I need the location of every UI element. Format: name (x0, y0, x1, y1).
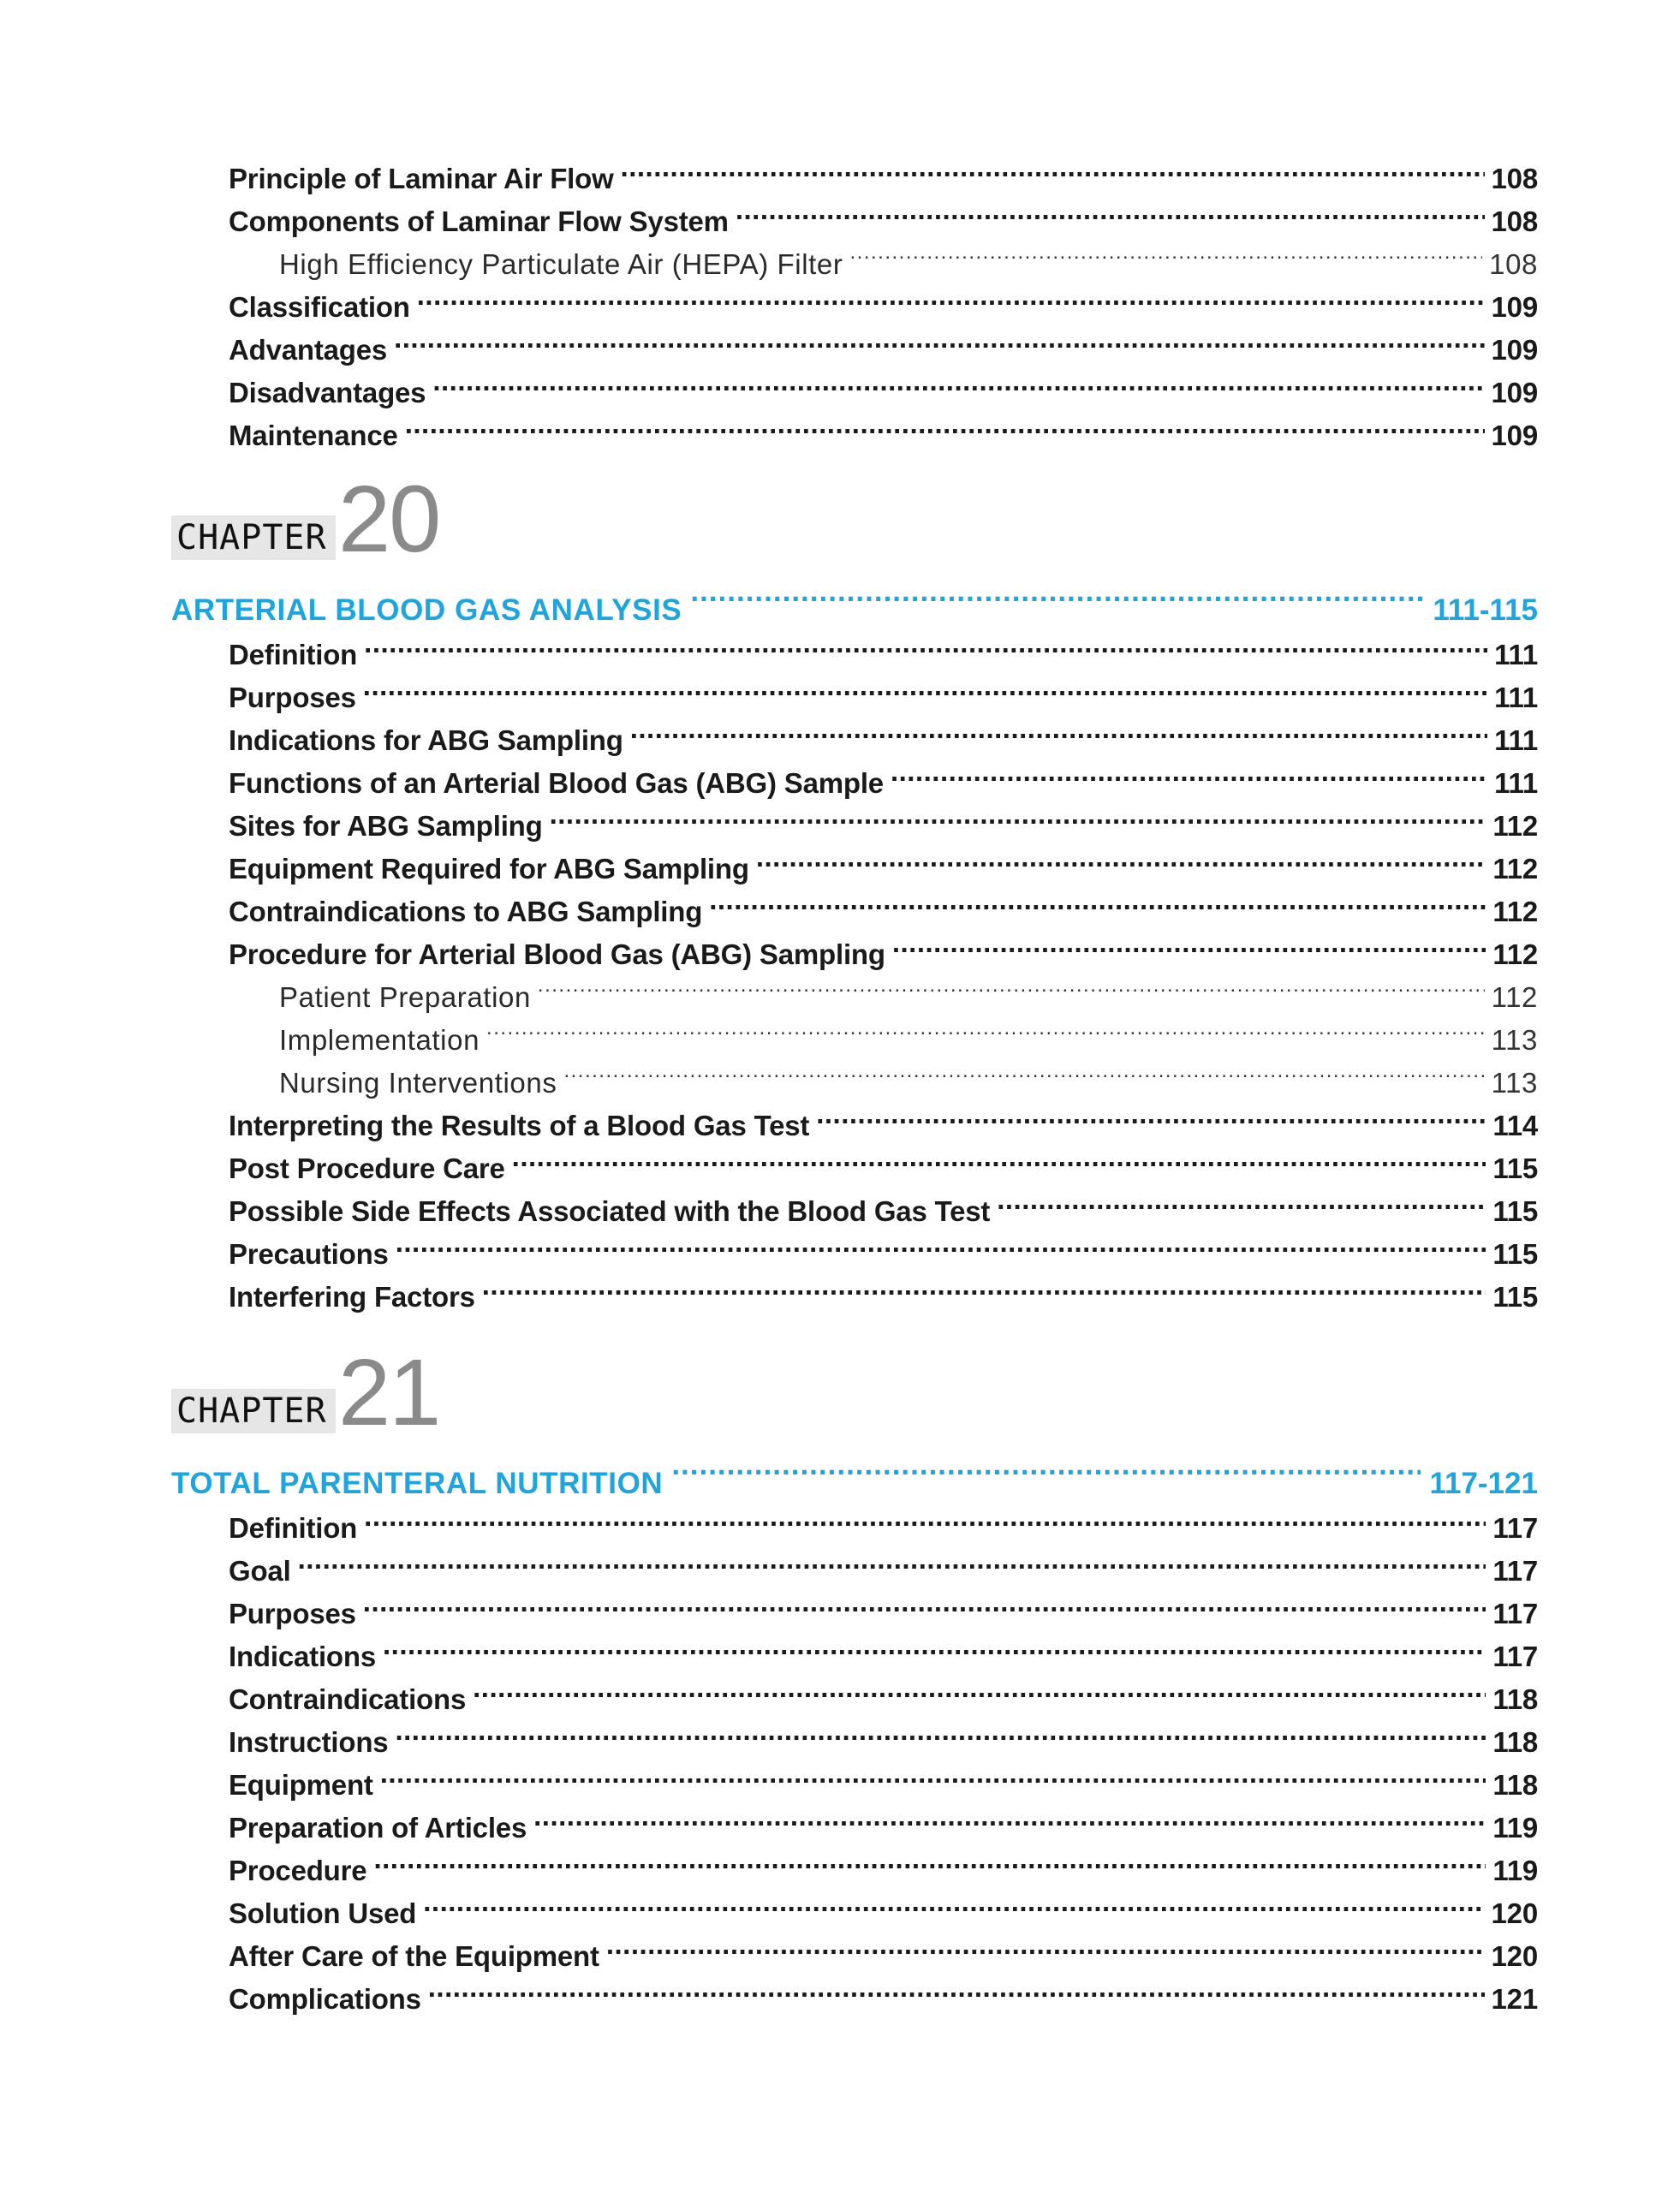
toc-page-number: 118 (1492, 1726, 1538, 1758)
dot-leader (395, 1709, 1486, 1752)
dot-leader (405, 402, 1485, 445)
dot-leader (512, 1135, 1486, 1178)
dot-leader (891, 750, 1487, 793)
dot-leader (383, 1623, 1486, 1666)
toc-entry-label: Equipment (229, 1769, 373, 1801)
toc-entry-label: Maintenance (229, 420, 398, 451)
toc-page-number: 108 (1491, 163, 1538, 194)
chapter-title: TOTAL PARENTERAL NUTRITION (171, 1467, 664, 1500)
dot-leader (630, 707, 1487, 750)
toc-entry[interactable] (171, 1221, 1538, 1270)
toc-entry-label: Purposes (229, 1598, 356, 1629)
table-of-contents (171, 146, 1538, 2021)
toc-entry[interactable] (171, 921, 1538, 970)
dot-leader (423, 1880, 1484, 1923)
toc-entry-label: Complications (229, 1983, 421, 2015)
chapter-section (171, 467, 1538, 1319)
dot-leader (606, 1923, 1485, 1966)
dot-leader (373, 1838, 1486, 1880)
toc-page-number: 121 (1491, 1983, 1538, 2015)
toc-subentry[interactable] (171, 1050, 1538, 1099)
toc-page-number: 113 (1491, 1067, 1538, 1099)
toc-entry-label: Precautions (229, 1238, 389, 1270)
toc-entry[interactable] (171, 1178, 1538, 1227)
toc-page-number: 115 (1492, 1195, 1538, 1227)
toc-entry-label: Components of Laminar Flow System (229, 206, 729, 237)
dot-leader (756, 836, 1486, 879)
toc-entry[interactable] (171, 622, 1538, 670)
toc-entry[interactable] (171, 1538, 1538, 1587)
toc-entry-label: Indications (229, 1641, 376, 1672)
toc-page-number: 118 (1492, 1769, 1538, 1801)
toc-page-number: 120 (1491, 1897, 1538, 1929)
toc-entry-label: Purposes (229, 682, 356, 713)
toc-entry[interactable] (171, 1966, 1538, 2015)
chapter-title: ARTERIAL BLOOD GAS ANALYSIS (171, 593, 682, 627)
dot-leader (533, 1795, 1486, 1838)
toc-page-number: 112 (1492, 810, 1538, 842)
toc-entry-label: Patient Preparation (279, 981, 531, 1013)
toc-entry[interactable] (171, 1923, 1538, 1972)
dot-leader (364, 622, 1487, 664)
toc-entry[interactable] (171, 1752, 1538, 1801)
toc-entry[interactable] (171, 1666, 1538, 1715)
toc-page-number: 113 (1491, 1024, 1538, 1056)
chapter-number: 21 (338, 1340, 440, 1445)
toc-entry-label: Goal (229, 1555, 291, 1587)
toc-entry-label: Functions of an Arterial Blood Gas (ABG) Sample (229, 767, 884, 799)
toc-page-number: 117 (1492, 1641, 1538, 1672)
toc-page-number: 111 (1494, 639, 1538, 670)
toc-entry[interactable] (171, 1093, 1538, 1141)
toc-entry-label: After Care of the Equipment (229, 1940, 599, 1972)
dot-leader (363, 664, 1487, 707)
toc-entry[interactable] (171, 360, 1538, 408)
dot-leader (482, 1264, 1486, 1307)
toc-page-number: 112 (1492, 853, 1538, 885)
chapter-list (171, 467, 1538, 2021)
toc-page-number: 117 (1492, 1512, 1538, 1544)
dot-leader (394, 317, 1484, 360)
dot-leader (709, 879, 1486, 921)
dot-leader (849, 231, 1482, 274)
toc-entry-label: Nursing Interventions (279, 1067, 557, 1099)
toc-entry-label: Equipment Required for ABG Sampling (229, 853, 749, 885)
toc-entry-label: Post Procedure Care (229, 1153, 505, 1184)
toc-entry-label: Disadvantages (229, 377, 426, 408)
toc-entry-label: Sites for ABG Sampling (229, 810, 543, 842)
dot-leader (428, 1966, 1485, 2009)
dot-leader (892, 921, 1486, 964)
dot-leader (380, 1752, 1486, 1795)
toc-entry-label: Instructions (229, 1726, 389, 1758)
dot-leader (816, 1093, 1486, 1135)
toc-subentry[interactable] (171, 231, 1538, 280)
toc-subentry[interactable] (171, 1007, 1538, 1056)
chapter-heading (171, 1340, 1538, 1445)
toc-entry[interactable] (171, 707, 1538, 756)
toc-entry-label: Implementation (279, 1024, 480, 1056)
toc-entry[interactable] (171, 750, 1538, 799)
toc-entry[interactable] (171, 1709, 1538, 1758)
chapter-heading (171, 467, 1538, 572)
toc-entry-label: Interfering Factors (229, 1281, 475, 1313)
dot-leader (298, 1538, 1486, 1581)
toc-entry-label: Possible Side Effects Associated with the Blood Gas Test (229, 1195, 991, 1227)
toc-entry[interactable] (171, 836, 1538, 885)
toc-entry[interactable] (171, 1135, 1538, 1184)
toc-entry[interactable] (171, 793, 1538, 842)
toc-entry-label: Procedure (229, 1855, 367, 1886)
toc-entry-label: Interpreting the Results of a Blood Gas Test (229, 1110, 810, 1141)
toc-entry-label: Procedure for Arterial Blood Gas (ABG) Sampling (229, 938, 885, 970)
toc-entry-label: Advantages (229, 334, 388, 366)
toc-entry-label: Preparation of Articles (229, 1812, 527, 1844)
toc-entry[interactable] (171, 1838, 1538, 1886)
toc-entry-label: Principle of Laminar Air Flow (229, 163, 614, 194)
toc-page-number: 114 (1492, 1110, 1538, 1141)
dot-leader (486, 1007, 1485, 1050)
toc-page-number: 115 (1492, 1238, 1538, 1270)
dot-leader (690, 563, 1424, 620)
toc-page-number: 112 (1491, 981, 1538, 1013)
toc-page-number: 111 (1494, 682, 1538, 713)
toc-entry[interactable] (171, 664, 1538, 713)
toc-entry-label: Definition (229, 639, 358, 670)
toc-entry[interactable] (171, 879, 1538, 927)
chapter-label: CHAPTER (171, 1389, 336, 1433)
toc-subentry[interactable] (171, 964, 1538, 1013)
chapter-section (171, 1340, 1538, 2021)
dot-leader (538, 964, 1485, 1007)
chapter-number: 20 (338, 467, 440, 572)
toc-page-number: 115 (1492, 1153, 1538, 1184)
toc-page-number: 120 (1491, 1940, 1538, 1972)
toc-entry[interactable] (171, 1795, 1538, 1844)
toc-entry-label: Contraindications (229, 1683, 467, 1715)
dot-leader (671, 1437, 1421, 1493)
toc-entry[interactable] (171, 1880, 1538, 1929)
dot-leader (473, 1666, 1486, 1709)
toc-page-number: 109 (1491, 420, 1538, 451)
toc-page-number: 112 (1492, 938, 1538, 970)
dot-leader (363, 1581, 1486, 1623)
toc-entry[interactable] (171, 188, 1538, 237)
toc-entry[interactable] (171, 1623, 1538, 1672)
dot-leader (550, 793, 1486, 836)
dot-leader (736, 188, 1485, 231)
toc-entry[interactable] (171, 317, 1538, 366)
toc-entry[interactable] (171, 274, 1538, 323)
dot-leader (563, 1050, 1484, 1093)
toc-page-number: 119 (1492, 1812, 1538, 1844)
dot-leader (621, 146, 1485, 188)
toc-entry-label: Contraindications to ABG Sampling (229, 896, 703, 927)
toc-page-number: 112 (1492, 896, 1538, 927)
toc-entry[interactable] (171, 1495, 1538, 1544)
toc-page-number: 115 (1492, 1281, 1538, 1313)
toc-entry[interactable] (171, 1264, 1538, 1313)
toc-entry-label: High Efficiency Particulate Air (HEPA) Filter (279, 248, 843, 280)
dot-leader (364, 1495, 1486, 1538)
dot-leader (997, 1178, 1486, 1221)
toc-page-number: 117 (1492, 1555, 1538, 1587)
toc-page-number: 111 (1494, 724, 1538, 756)
toc-page-number: 118 (1492, 1683, 1538, 1715)
chapter-label: CHAPTER (171, 515, 336, 560)
toc-page-number: 109 (1491, 334, 1538, 366)
chapter-page-range: 117-121 (1429, 1467, 1538, 1500)
toc-page-number: 119 (1492, 1855, 1538, 1886)
toc-page-number: 108 (1491, 206, 1538, 237)
toc-page-number: 108 (1489, 248, 1538, 280)
dot-leader (396, 1221, 1486, 1264)
dot-leader (417, 274, 1485, 317)
toc-entry-label: Definition (229, 1512, 358, 1544)
toc-page-number: 109 (1491, 377, 1538, 408)
toc-entry-label: Solution Used (229, 1897, 417, 1929)
toc-entry[interactable] (171, 146, 1538, 194)
toc-entry[interactable] (171, 1581, 1538, 1629)
toc-entry-label: Classification (229, 291, 410, 323)
toc-entry-label: Indications for ABG Sampling (229, 724, 623, 756)
toc-page-number: 111 (1494, 767, 1538, 799)
toc-entry[interactable] (171, 402, 1538, 451)
intro-entry-list (171, 146, 1538, 451)
dot-leader (432, 360, 1484, 402)
toc-page-number: 117 (1492, 1598, 1538, 1629)
toc-page-number: 109 (1491, 291, 1538, 323)
chapter-page-range: 111-115 (1433, 593, 1538, 627)
